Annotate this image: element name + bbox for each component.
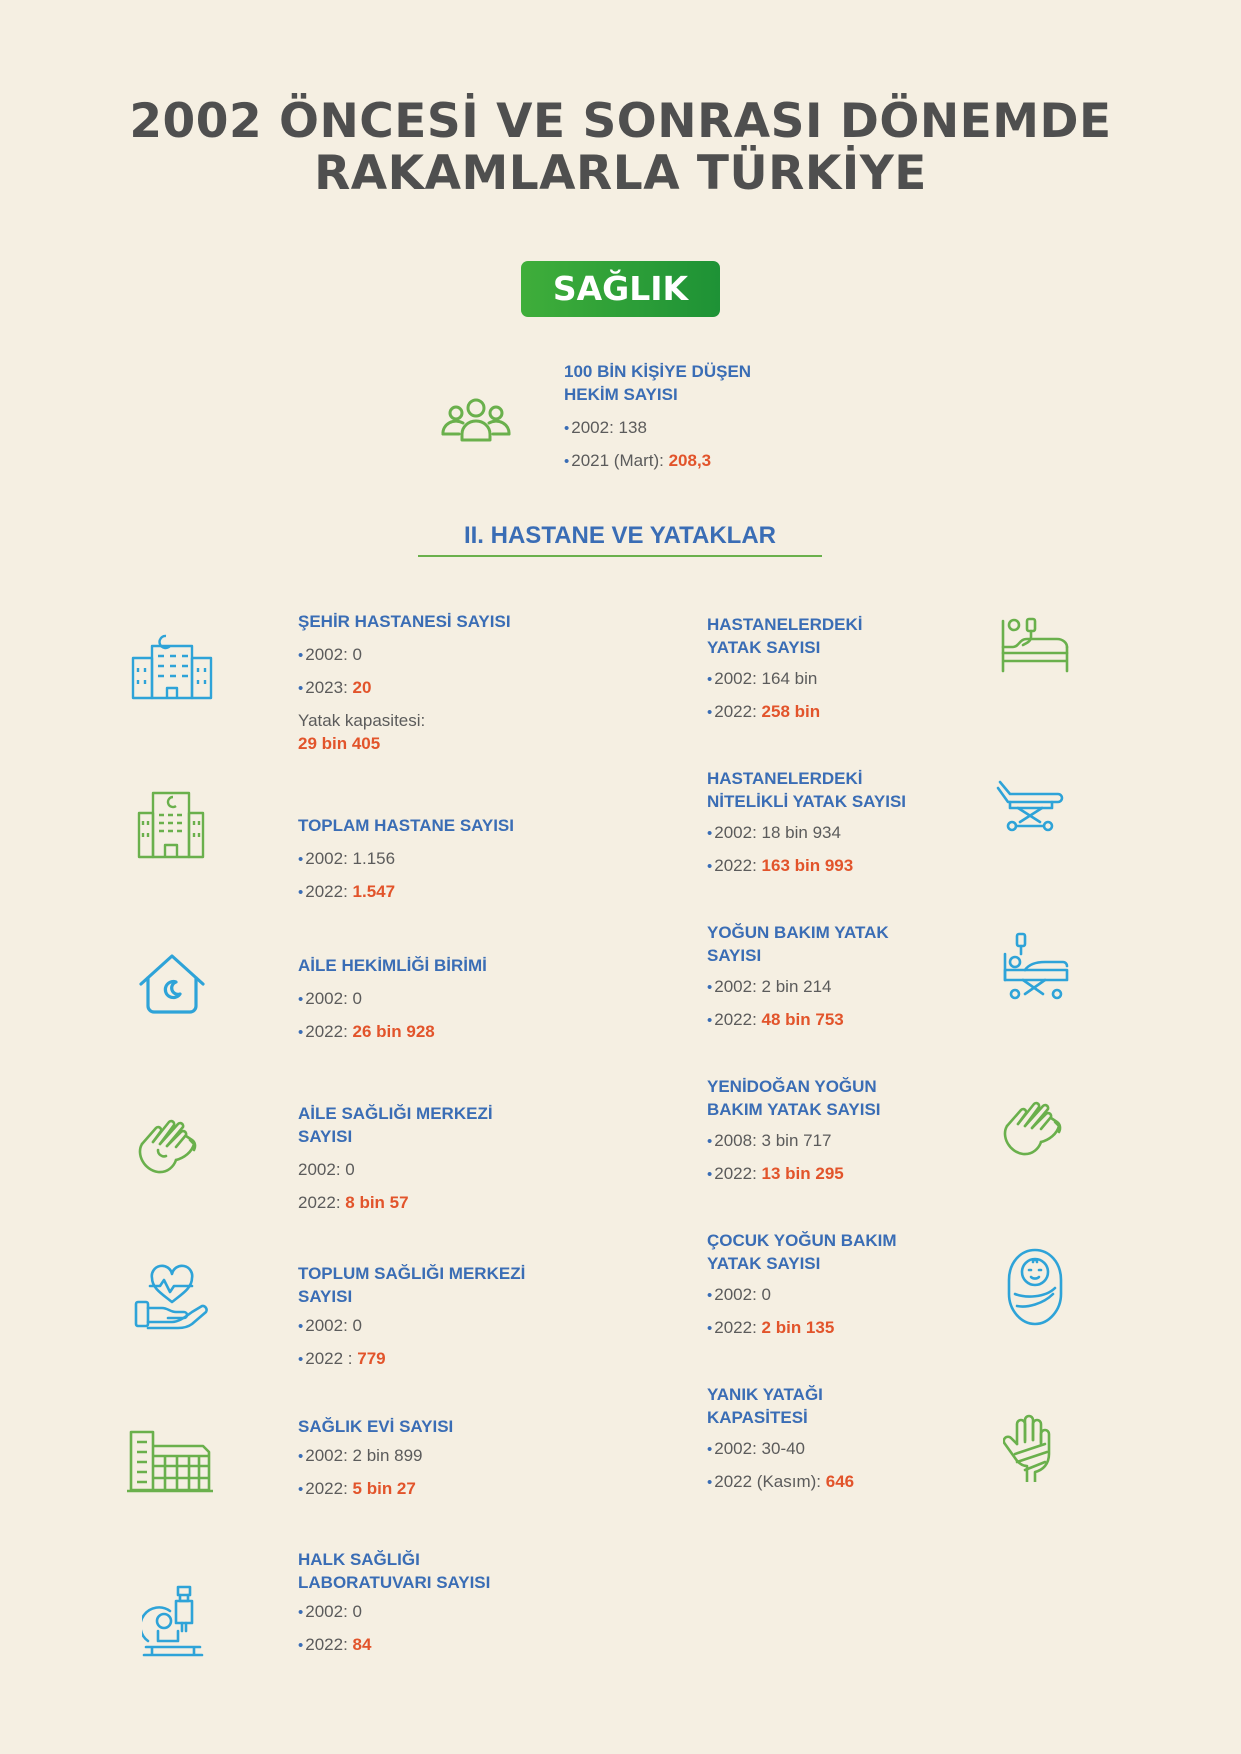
health-house-title: SAĞLIK EVİ SAYISI	[298, 1417, 454, 1436]
microscope-icon	[142, 1585, 204, 1657]
intensive-care-stat: YOĞUN BAKIM YATAK SAYISI • 2002: 2 bin 214 • 2022: 48 bin 753	[707, 921, 947, 1031]
newborn-icu-title: YENİDOĞAN YOĞUN BAKIM YATAK SAYISI	[707, 1077, 881, 1119]
family-health-center-title: AİLE SAĞLIĞI MERKEZİ SAYISI	[298, 1104, 493, 1146]
health-house-icon	[127, 1428, 213, 1494]
house-crescent-icon	[137, 952, 207, 1016]
family-doctor-stat: AİLE HEKİMLİĞİ BİRİMİ • 2002: 0 • 2022: 26 bin 928	[298, 954, 558, 1043]
family-doctor-title: AİLE HEKİMLİĞİ BİRİMİ	[298, 956, 487, 975]
section-title: II. HASTANE VE YATAKLAR	[418, 522, 822, 557]
swaddled-baby-icon	[1007, 1248, 1063, 1326]
public-health-lab-title: HALK SAĞLIĞI LABORATUVARI SAYISI	[298, 1550, 491, 1592]
total-hospital-stat: TOPLAM HASTANE SAYISI • 2002: 1.156 • 2022: 1.547	[298, 814, 558, 903]
health-house-stat: SAĞLIK EVİ SAYISI • 2002: 2 bin 899 • 2022: 5 bin 27	[298, 1415, 558, 1500]
hospital-beds-title: HASTANELERDEKİ YATAK SAYISI	[707, 615, 863, 657]
title-line-2: RAKAMLARLA TÜRKİYE	[314, 146, 927, 201]
qualified-beds-stat: HASTANELERDEKİ NİTELİKLİ YATAK SAYISI • 2002: 18 bin 934 • 2022: 163 bin 993	[707, 767, 947, 877]
public-health-lab-stat: HALK SAĞLIĞI LABORATUVARI SAYISI • 2002: 0 • 2022: 84	[298, 1548, 558, 1656]
newborn-icu-stat: YENİDOĞAN YOĞUN BAKIM YATAK SAYISI • 2008: 3 bin 717 • 2022: 13 bin 295	[707, 1075, 947, 1185]
people-group-icon	[440, 396, 512, 444]
stretcher-icon	[996, 778, 1064, 832]
doctor-stat-2002: • 2002: 138	[564, 418, 647, 437]
page-title	[0, 96, 1241, 200]
burn-capacity-title: YANIK YATAĞI KAPASİTESİ	[707, 1385, 823, 1427]
child-icu-title: ÇOCUK YOĞUN BAKIM YATAK SAYISI	[707, 1231, 897, 1273]
hospital-bed-icon	[1001, 617, 1071, 673]
icu-bed-icon	[1001, 932, 1071, 1002]
title-line-1: 2002 ÖNCESİ VE SONRASI DÖNEMDE	[129, 94, 1112, 149]
intensive-care-title: YOĞUN BAKIM YATAK SAYISI	[707, 923, 889, 965]
doctor-stat	[564, 360, 824, 472]
family-health-center-stat: AİLE SAĞLIĞI MERKEZİ SAYISI 2002: 0 2022: 8 bin 57	[298, 1102, 558, 1214]
community-health-center-title: TOPLUM SAĞLIĞI MERKEZİ SAYISI	[298, 1264, 526, 1306]
burn-capacity-stat: YANIK YATAĞI KAPASİTESİ • 2002: 30-40 • 2022 (Kasım): 646	[707, 1383, 947, 1493]
heart-in-hand-icon	[134, 1264, 208, 1330]
bandaged-hand-icon	[1003, 1414, 1055, 1482]
city-hospital-stat: ŞEHİR HASTANESİ SAYISI • 2002: 0 • 2023: 20 Yatak kapasitesi: 29 bin 405	[298, 610, 558, 755]
newborn-hands-icon	[1001, 1096, 1065, 1158]
doctor-stat-2021: • 2021 (Mart): 208,3	[564, 451, 712, 470]
category-badge: SAĞLIK	[521, 261, 720, 317]
child-icu-stat: ÇOCUK YOĞUN BAKIM YATAK SAYISI • 2002: 0 • 2022: 2 bin 135	[707, 1229, 947, 1339]
city-hospital-title: ŞEHİR HASTANESİ SAYISI	[298, 612, 511, 631]
total-hospital-title: TOPLAM HASTANE SAYISI	[298, 816, 514, 835]
doctor-stat-title: 100 BİN KİŞİYE DÜŞEN HEKİM SAYISI	[564, 362, 752, 404]
hospital-beds-stat: HASTANELERDEKİ YATAK SAYISI • 2002: 164 bin • 2022: 258 bin	[707, 613, 947, 723]
community-health-center-stat: TOPLUM SAĞLIĞI MERKEZİ SAYISI • 2002: 0 • 2022 : 779	[298, 1262, 558, 1370]
caring-hands-icon	[136, 1114, 200, 1176]
qualified-beds-title: HASTANELERDEKİ NİTELİKLİ YATAK SAYISI	[707, 769, 907, 811]
city-hospital-icon	[130, 630, 214, 700]
hospital-building-icon	[137, 791, 205, 859]
bed-capacity-note: Yatak kapasitesi: 29 bin 405	[298, 711, 426, 753]
